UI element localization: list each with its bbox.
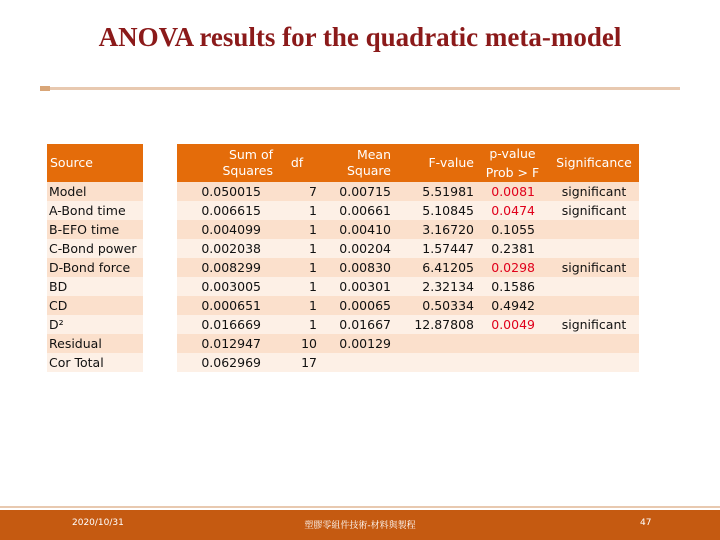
cell-p-value: 0.0474 xyxy=(476,201,549,220)
table-row xyxy=(47,315,639,334)
cell-gap xyxy=(143,201,177,220)
cell-mean-square xyxy=(319,353,393,372)
cell-p-value xyxy=(476,334,549,353)
footer-page-number: 47 xyxy=(640,518,652,528)
cell-mean-square: 0.00661 xyxy=(319,201,393,220)
cell-df: 1 xyxy=(275,315,319,334)
table-row xyxy=(47,239,639,258)
anova-table xyxy=(47,144,639,372)
cell-sum-of-squares: 0.062969 xyxy=(177,353,275,372)
cell-gap xyxy=(143,258,177,277)
cell-p-value: 0.0298 xyxy=(476,258,549,277)
cell-f-value: 3.16720 xyxy=(393,220,476,239)
cell-sum-of-squares: 0.016669 xyxy=(177,315,275,334)
cell-significance xyxy=(549,334,639,353)
cell-f-value: 2.32134 xyxy=(393,277,476,296)
header-sum-of-squares: Sum of Squares xyxy=(177,144,275,182)
cell-f-value xyxy=(393,353,476,372)
cell-f-value: 12.87808 xyxy=(393,315,476,334)
cell-source: BD xyxy=(47,277,143,296)
footer-date: 2020/10/31 xyxy=(72,518,124,528)
header-p-value-label: p-value xyxy=(489,145,536,161)
title-underline-accent xyxy=(40,86,50,91)
cell-f-value: 6.41205 xyxy=(393,258,476,277)
header-significance: Significance xyxy=(549,144,639,182)
cell-f-value xyxy=(393,334,476,353)
header-source: Source xyxy=(47,144,143,182)
cell-mean-square: 0.00301 xyxy=(319,277,393,296)
cell-df: 7 xyxy=(275,182,319,201)
cell-sum-of-squares: 0.006615 xyxy=(177,201,275,220)
cell-df: 17 xyxy=(275,353,319,372)
cell-mean-square: 0.01667 xyxy=(319,315,393,334)
cell-significance xyxy=(549,296,639,315)
cell-source: C-Bond power xyxy=(47,239,143,258)
cell-df: 1 xyxy=(275,239,319,258)
cell-sum-of-squares: 0.050015 xyxy=(177,182,275,201)
header-p-value xyxy=(476,144,549,182)
table-row xyxy=(47,258,639,277)
cell-significance: significant xyxy=(549,182,639,201)
header-prob-label: Prob > F xyxy=(485,164,540,180)
table-row xyxy=(47,277,639,296)
cell-sum-of-squares: 0.012947 xyxy=(177,334,275,353)
cell-significance xyxy=(549,353,639,372)
cell-f-value: 0.50334 xyxy=(393,296,476,315)
footer-divider xyxy=(0,506,720,508)
cell-f-value: 1.57447 xyxy=(393,239,476,258)
cell-significance xyxy=(549,220,639,239)
cell-sum-of-squares: 0.002038 xyxy=(177,239,275,258)
header-gap xyxy=(143,144,177,182)
cell-source: Model xyxy=(47,182,143,201)
cell-df: 1 xyxy=(275,277,319,296)
cell-mean-square: 0.00715 xyxy=(319,182,393,201)
cell-sum-of-squares: 0.004099 xyxy=(177,220,275,239)
header-mean-square: Mean Square xyxy=(319,144,393,182)
cell-sum-of-squares: 0.008299 xyxy=(177,258,275,277)
cell-p-value: 0.2381 xyxy=(476,239,549,258)
cell-p-value: 0.0081 xyxy=(476,182,549,201)
cell-gap xyxy=(143,315,177,334)
table-row xyxy=(47,201,639,220)
table-row xyxy=(47,334,639,353)
cell-source: B-EFO time xyxy=(47,220,143,239)
cell-significance: significant xyxy=(549,315,639,334)
cell-mean-square: 0.00129 xyxy=(319,334,393,353)
cell-gap xyxy=(143,334,177,353)
cell-f-value: 5.10845 xyxy=(393,201,476,220)
cell-source: Residual xyxy=(47,334,143,353)
cell-mean-square: 0.00410 xyxy=(319,220,393,239)
header-f-value: F-value xyxy=(393,144,476,182)
cell-df: 10 xyxy=(275,334,319,353)
cell-p-value: 0.0049 xyxy=(476,315,549,334)
cell-df: 1 xyxy=(275,296,319,315)
cell-mean-square: 0.00204 xyxy=(319,239,393,258)
table-row xyxy=(47,296,639,315)
table-row xyxy=(47,182,639,201)
table-header-row xyxy=(47,144,639,182)
cell-source: A-Bond time xyxy=(47,201,143,220)
cell-source: CD xyxy=(47,296,143,315)
cell-df: 1 xyxy=(275,258,319,277)
table-row xyxy=(47,353,639,372)
cell-p-value: 0.1586 xyxy=(476,277,549,296)
cell-gap xyxy=(143,277,177,296)
cell-significance: significant xyxy=(549,258,639,277)
cell-significance xyxy=(549,239,639,258)
cell-p-value xyxy=(476,353,549,372)
cell-mean-square: 0.00830 xyxy=(319,258,393,277)
cell-gap xyxy=(143,296,177,315)
cell-f-value: 5.51981 xyxy=(393,182,476,201)
cell-df: 1 xyxy=(275,201,319,220)
cell-sum-of-squares: 0.003005 xyxy=(177,277,275,296)
cell-gap xyxy=(143,182,177,201)
cell-source: D² xyxy=(47,315,143,334)
cell-gap xyxy=(143,239,177,258)
cell-significance xyxy=(549,277,639,296)
cell-df: 1 xyxy=(275,220,319,239)
cell-p-value: 0.1055 xyxy=(476,220,549,239)
cell-p-value: 0.4942 xyxy=(476,296,549,315)
table-body xyxy=(47,182,639,372)
cell-mean-square: 0.00065 xyxy=(319,296,393,315)
footer-course-title: 塑膠零組件技術-材料與製程 xyxy=(304,521,416,531)
title-underline xyxy=(40,87,680,90)
cell-gap xyxy=(143,353,177,372)
cell-source: D-Bond force xyxy=(47,258,143,277)
slide-title: ANOVA results for the quadratic meta-model xyxy=(98,22,622,52)
cell-significance: significant xyxy=(549,201,639,220)
cell-gap xyxy=(143,220,177,239)
table-row xyxy=(47,220,639,239)
cell-sum-of-squares: 0.000651 xyxy=(177,296,275,315)
cell-source: Cor Total xyxy=(47,353,143,372)
header-df: df xyxy=(275,144,319,182)
